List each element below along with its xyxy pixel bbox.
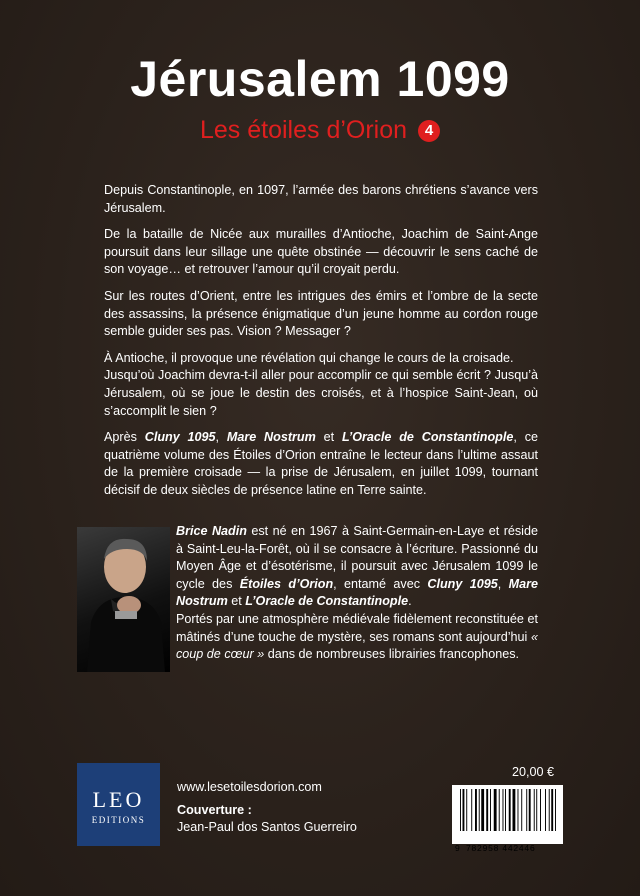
barcode-bar (494, 789, 497, 831)
barcode-first-digit: 9 (455, 843, 460, 853)
series-title (0, 116, 640, 145)
barcode-bar (490, 789, 491, 831)
barcode-bar (526, 789, 527, 831)
bio-text: , (497, 576, 509, 591)
barcode-bar (466, 789, 467, 831)
barcode-bar (534, 789, 535, 831)
blurb-paragraph: De la bataille de Nicée aux murailles d’Antioche, Joachim de Saint-Ange poursuit dans leur sillage une quête obstinée — découvrir le sens caché de son voyage… et retrouver l’amour qu’il croyait perdu. (104, 227, 538, 277)
bio-text: . (408, 594, 412, 609)
blurb-paragraph: Depuis Constantinople, en 1097, l’armée des barons chrétiens s’avance vers Jérusalem. (104, 183, 538, 215)
barcode-bar (486, 789, 488, 831)
blurb-paragraph: Sur les routes d’Orient, entre les intrigues des émirs et l’ombre de la secte des assassins, la présence énigmatique d’un jeune homme au cordon rouge semble guider ses pas. Vision ? Messager ? (104, 288, 538, 339)
bio-text: , entamé avec (333, 576, 428, 591)
bio-text: dans de nombreuses librairies francophones. (264, 647, 520, 662)
barcode-bar (475, 789, 477, 831)
barcode-bar (503, 789, 504, 831)
book-title-cluny: Cluny 1095 (427, 576, 498, 591)
series-number-badge: 4 (418, 120, 440, 142)
price: 20,00 € (512, 765, 555, 779)
book-title-oracle: L’Oracle de Constantinople (341, 430, 514, 445)
cover-credit-label: Couverture : (177, 803, 252, 817)
blurb-text: et (315, 430, 342, 445)
author-bio-paragraph (176, 523, 538, 611)
book-title: Jérusalem 1099 (130, 51, 510, 107)
cover-artist: Jean-Paul dos Santos Guerreiro (177, 820, 357, 834)
blurb-text: , (215, 430, 227, 445)
barcode-bar (529, 789, 531, 831)
blurb-paragraph: Jusqu’où Joachim devra-t-il aller pour accomplir ce qui semble écrit ? Jusqu’à Jérusalem, où se joue le destin des croisés, et à l’hospice Saint-Jean, où s’accomplit le sien ? (104, 368, 538, 418)
blurb-paragraph (104, 429, 538, 499)
series-name: Les étoiles d’Orion (199, 116, 408, 144)
barcode-bar (555, 789, 556, 831)
publisher-logo-main: LEO (92, 787, 145, 812)
isbn-barcode (452, 785, 563, 853)
barcode-bar (518, 789, 519, 831)
barcode-bar (513, 789, 516, 831)
bio-text: et (227, 594, 246, 609)
barcode-bar (509, 789, 511, 831)
book-title-mare-nostrum: Mare Nostrum (176, 576, 539, 609)
bio-text: est né en 1967 à Saint-Germain-en-Laye et réside à Saint-Leu-la-Forêt, où il se consacre à l’écriture. Passionné du Moyen Âge et d’ésotérisme, il poursuit avec Jérusalem 1099 le cycle des (176, 524, 538, 591)
author-bio-paragraph (176, 611, 538, 664)
author-bio (176, 523, 538, 664)
author-name: Brice Nadin (176, 524, 247, 538)
barcode-bar (463, 789, 465, 831)
barcode-bar (479, 789, 480, 831)
book-title-mare-nostrum: Mare Nostrum (226, 430, 316, 445)
author-portrait-icon (77, 527, 170, 672)
barcode-bar (545, 789, 546, 831)
barcode-bar (540, 789, 541, 831)
barcode-bar (499, 789, 500, 831)
blurb-paragraph: À Antioche, il provoque une révélation qui change le cours de la croisade. (104, 350, 514, 365)
barcode-number: 782958 442446 (466, 843, 536, 853)
back-cover-blurb (104, 182, 538, 509)
barcode-bar (551, 789, 553, 831)
website-url: www.lesetoilesdorion.com (177, 780, 322, 794)
series-title-inline: Étoiles d’Orion (239, 576, 334, 591)
coup-de-coeur: « coup de cœur » (176, 629, 538, 662)
book-title-oracle: L’Oracle de Constantinople (245, 594, 409, 609)
barcode-bars-icon (458, 789, 557, 831)
bio-text: Portés par une atmosphère médiévale fidèlement reconstituée et mâtinés d’une touche de mystère, ses romans sont aujourd’hui (176, 611, 538, 644)
barcode-bar (505, 789, 506, 831)
blurb-text: Après (104, 430, 145, 445)
barcode-bar (536, 789, 537, 831)
blurb-text: , ce quatrième volume des Étoiles d’Orion entraîne le lecteur dans l’ultime assaut de la première croisade — la prise de Jérusalem, en juillet 1099, tournant décisif de deux siècles de présence latine en Terre sainte. (104, 430, 538, 497)
barcode-bar (549, 789, 550, 831)
barcode-bar (521, 789, 522, 831)
publisher-logo-sub: EDITIONS (91, 815, 146, 825)
barcode-bar (481, 789, 484, 831)
barcode-bar (460, 789, 461, 831)
barcode-bar (471, 789, 472, 831)
publisher-logo (77, 763, 160, 846)
author-photo (77, 527, 170, 672)
book-title-cluny: Cluny 1095 (144, 430, 216, 445)
